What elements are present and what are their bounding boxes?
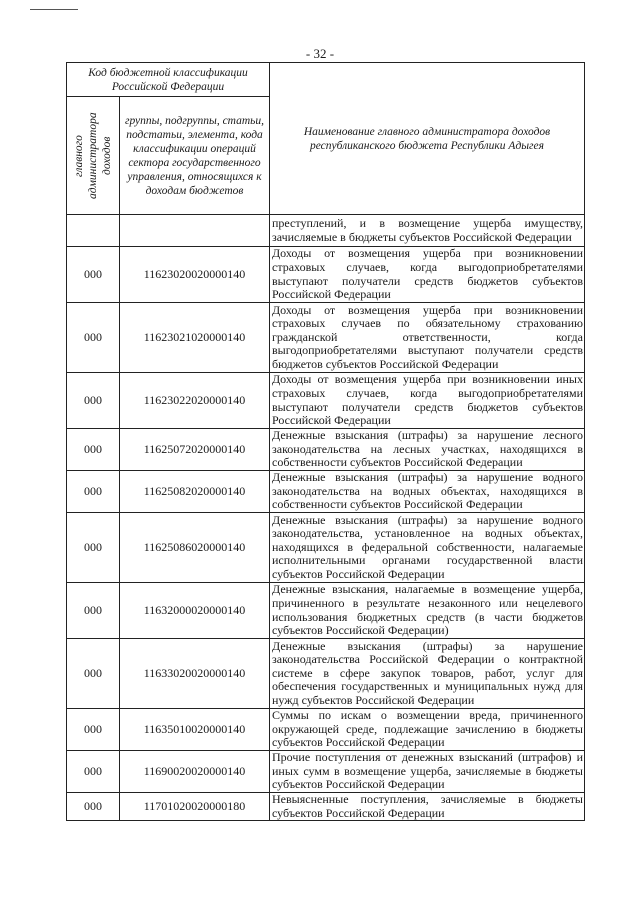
revenue-name-cell: Денежные взыскания (штрафы) за нарушение водного законодательства на водных объектах, находящихся в собственности субъектов Российской Федерации (270, 471, 585, 513)
admin-code-cell: 000 (67, 751, 120, 793)
classification-code-cell: 11623022020000140 (120, 373, 270, 429)
table-row (67, 751, 585, 793)
admin-code-cell: 000 (67, 639, 120, 709)
header-group-title: Код бюджетной классификации Российской Федерации (67, 63, 270, 97)
revenue-name-cell: Невыясненные поступления, зачисляемые в бюджеты субъектов Российской Федерации (270, 793, 585, 821)
table-row (67, 709, 585, 751)
header-code: группы, подгруппы, статьи, подстатьи, элемента, кода классификации операций сектора государственного управления, относящихся к доходам бюджетов (120, 97, 270, 215)
table-row (67, 471, 585, 513)
header-name: Наименование главного администратора доходов республиканского бюджета Республики Адыгея (270, 63, 585, 215)
header-admin-cell (67, 97, 120, 215)
admin-code-cell: 000 (67, 709, 120, 751)
admin-code-cell: 000 (67, 429, 120, 471)
admin-code-cell: 000 (67, 247, 120, 303)
table-row (67, 429, 585, 471)
revenue-name-cell: Денежные взыскания (штрафы) за нарушение водного законодательства, установленное на водных объектах, находящихся в федеральной собственности, налагаемые исполнительными органами государственной власти субъектов Российской Федерации (270, 513, 585, 583)
table-row (67, 247, 585, 303)
classification-code-cell: 11632000020000140 (120, 583, 270, 639)
classification-code-cell: 11625086020000140 (120, 513, 270, 583)
table-row (67, 303, 585, 373)
table-body (67, 215, 585, 821)
classification-code-cell: 11623021020000140 (120, 303, 270, 373)
classification-code-cell: 11625082020000140 (120, 471, 270, 513)
admin-code-cell: 000 (67, 471, 120, 513)
header-admin: главного администратора доходов (73, 112, 113, 199)
admin-code-cell: 000 (67, 513, 120, 583)
revenue-name-cell: Денежные взыскания, налагаемые в возмещение ущерба, причиненного в результате незаконного или нецелевого использования бюджетных средств (в части бюджетов субъектов Российской Федерации) (270, 583, 585, 639)
revenue-name-cell: Доходы от возмещения ущерба при возникновении страховых случаев по обязательному страхованию гражданской ответственности, когда выгодоприобретателями выступают получатели средств бюджетов субъектов Российской Федерации (270, 303, 585, 373)
revenue-name-cell: Доходы от возмещения ущерба при возникновении страховых случаев, когда выгодоприобретателями выступают получатели средств бюджетов субъектов Российской Федерации (270, 247, 585, 303)
revenue-name-cell: Денежные взыскания (штрафы) за нарушение лесного законодательства на лесных участках, находящихся в собственности субъектов Российской Федерации (270, 429, 585, 471)
table-row (67, 583, 585, 639)
admin-code-cell: 000 (67, 583, 120, 639)
page-number: - 32 - (305, 46, 335, 61)
classification-code-cell (120, 215, 270, 247)
table-row (67, 793, 585, 821)
budget-classification-table (66, 62, 585, 821)
admin-code-cell: 000 (67, 793, 120, 821)
revenue-name-cell: Денежные взыскания (штрафы) за нарушение законодательства Российской Федерации о контрактной системе в сфере закупок товаров, работ, услуг для обеспечения государственных и муниципальных нужд для нужд субъектов Российской Федерации (270, 639, 585, 709)
classification-code-cell: 11625072020000140 (120, 429, 270, 471)
revenue-name-cell: Прочие поступления от денежных взысканий (штрафов) и иных сумм в возмещение ущерба, зачисляемые в бюджеты субъектов Российской Федерации (270, 751, 585, 793)
classification-code-cell: 11701020020000180 (120, 793, 270, 821)
classification-code-cell: 11633020020000140 (120, 639, 270, 709)
revenue-name-cell: Суммы по искам о возмещении вреда, причиненного окружающей среде, подлежащие зачислению в бюджеты субъектов Российской Федерации (270, 709, 585, 751)
admin-code-cell (67, 215, 120, 247)
top-rule (30, 9, 78, 10)
classification-code-cell: 11635010020000140 (120, 709, 270, 751)
admin-code-cell: 000 (67, 303, 120, 373)
revenue-name-cell: Доходы от возмещения ущерба при возникновении иных страховых случаев, когда выгодоприобретателями выступают получатели средств бюджетов субъектов Российской Федерации (270, 373, 585, 429)
table-row (67, 373, 585, 429)
table-row (67, 513, 585, 583)
revenue-name-cell: преступлений, и в возмещение ущерба имуществу, зачисляемые в бюджеты субъектов Российской Федерации (270, 215, 585, 247)
classification-code-cell: 11690020020000140 (120, 751, 270, 793)
table-row (67, 639, 585, 709)
admin-code-cell: 000 (67, 373, 120, 429)
classification-code-cell: 11623020020000140 (120, 247, 270, 303)
table-row (67, 215, 585, 247)
